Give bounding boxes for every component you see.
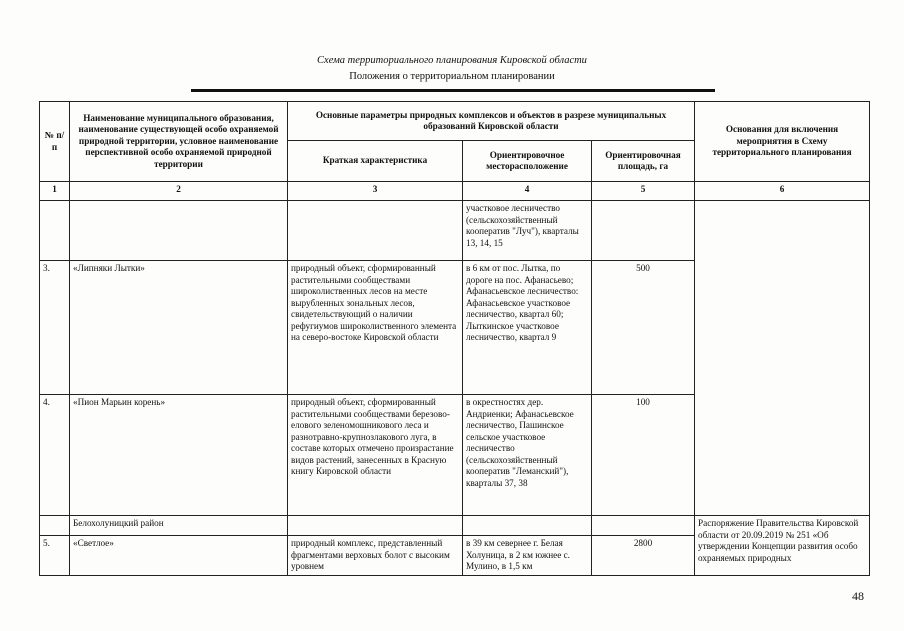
header-basis: Основания для включения мероприятия в Схему территориального планирования [695, 102, 870, 182]
table-header-row [40, 102, 870, 141]
row-num [40, 516, 70, 536]
title-underline [191, 89, 715, 92]
column-number: 6 [695, 182, 870, 201]
column-number: 2 [70, 182, 288, 201]
row-characteristic: природный комплекс, представленный фрагментами верховых болот с высоким уровнем [288, 536, 463, 576]
header-characteristic: Краткая характеристика [288, 141, 463, 182]
row-area: 100 [592, 395, 695, 516]
table-row-district [40, 516, 870, 536]
column-number: 5 [592, 182, 695, 201]
row-name: Белохолуницкий район [70, 516, 288, 536]
row-location: в 39 км севернее г. Белая Холуница, в 2 км южнее с. Мулино, в 1,5 км [463, 536, 592, 576]
row-area [592, 516, 695, 536]
column-number-row [40, 182, 870, 201]
row-characteristic: природный объект, сформированный растительными сообществами широколиственных лесов на месте вырубленных зональных лесов, свидетельствующий о наличии рефугиумов широколиственного элемента на северо-востоке Кировской области [288, 261, 463, 395]
table-row [40, 201, 870, 261]
column-number: 4 [463, 182, 592, 201]
header-name: Наименование муниципального образования, наименование существующей особо охраняемой природной территории, условное наименование перспективной особо охраняемой природной территории [70, 102, 288, 182]
oopt-table [39, 101, 870, 576]
header-num: № п/п [40, 102, 70, 182]
row-num: 3. [40, 261, 70, 395]
document-subtitle: Положения о территориальном планировании [349, 71, 555, 82]
column-number: 1 [40, 182, 70, 201]
page-number: 48 [852, 589, 864, 603]
row-location: в 6 км от пос. Лытка, по дороге на пос. Афанасьево; Афанасьевское лесничество: Афанасьевское участковое лесничество, квартал 60; Лыткинское участковое лесничество, квартал 9 [463, 261, 592, 395]
document-title: Схема территориального планирования Кировской области [317, 55, 587, 66]
row-name: «Светлое» [70, 536, 288, 576]
row-num: 4. [40, 395, 70, 516]
row-name: «Пион Марьин корень» [70, 395, 288, 516]
row-area [592, 201, 695, 261]
row-basis-empty [695, 201, 870, 516]
row-characteristic: природный объект, сформированный растительными сообществами березово-елового зеленомошникового леса и разнотравно-крупнозлакового луга, в составе которых отмечено произрастание видов растений, занесенных в Красную книгу Кировской области [288, 395, 463, 516]
row-num: 5. [40, 536, 70, 576]
row-location: участковое лесничество (сельскохозяйственный кооператив "Луч"), кварталы 13, 14, 15 [463, 201, 592, 261]
row-characteristic [288, 516, 463, 536]
row-location [463, 516, 592, 536]
row-area: 500 [592, 261, 695, 395]
row-basis: Распоряжение Правительства Кировской области от 20.09.2019 № 251 «Об утверждении Концепции развития особо охраняемых природных [695, 516, 870, 576]
header-params: Основные параметры природных комплексов и объектов в разрезе муниципальных образований Кировской области [288, 102, 695, 141]
column-number: 3 [288, 182, 463, 201]
row-num [40, 201, 70, 261]
row-characteristic [288, 201, 463, 261]
header-area: Ориентировочная площадь, га [592, 141, 695, 182]
row-location: в окрестностях дер. Андриенки; Афанасьевское лесничество, Пашинское сельское участковое лесничество (сельскохозяйственный кооператив "Леманский"), кварталы 37, 38 [463, 395, 592, 516]
row-name [70, 201, 288, 261]
row-name: «Липняки Лытки» [70, 261, 288, 395]
row-area: 2800 [592, 536, 695, 576]
header-location: Ориентировочное месторасположение [463, 141, 592, 182]
